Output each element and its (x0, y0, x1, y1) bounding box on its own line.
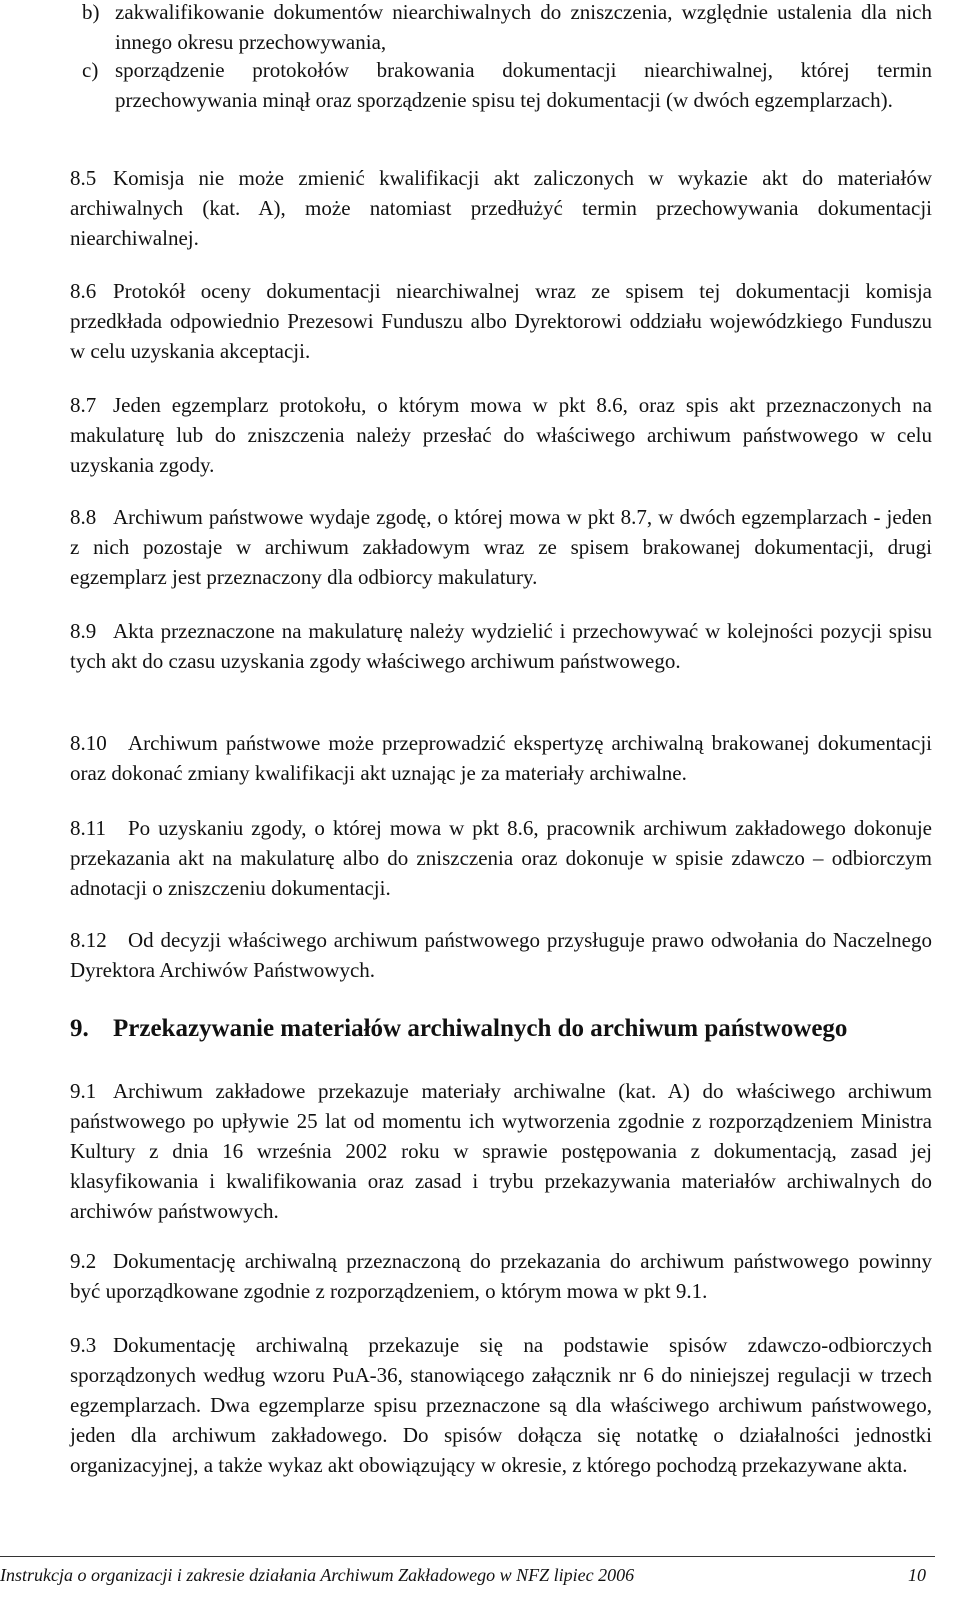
paragraph-text: Od decyzji właściwego archiwum państwowego przysługuje prawo odwołania do Naczelnego Dyrektora Archiwów Państwowych. (70, 928, 932, 982)
paragraph-8-12 (70, 925, 932, 985)
paragraph-number: 8.9 (70, 619, 97, 643)
paragraph-number: 8.11 (70, 816, 106, 840)
paragraph-number: 8.6 (70, 279, 97, 303)
paragraph-text: Dokumentację archiwalną przekazuje się na podstawie spisów zdawczo-odbiorczych sporządzonych według wzoru PuA-36, stanowiącego załącznik nr 6 do niniejszej regulacji w trzech egzemplarzach. Dwa egzemplarze spisu przeznaczone są dla właściwego archiwum państwowego, jeden dla archiwum zakładowego. Do spisów dołącza się notatkę o działalności jednostki organizacyjnej, a także wykaz akt obowiązujący w okresie, z którego pochodzą przekazywane akta. (70, 1333, 932, 1477)
section-title: Przekazywanie materiałów archiwalnych do archiwum państwowego (113, 1015, 848, 1042)
paragraph-text: Archiwum państwowe może przeprowadzić ekspertyzę archiwalną brakowanej dokumentacji oraz dokonać zmiany kwalifikacji akt uznając je za materiały archiwalne. (70, 731, 932, 785)
list-marker: b) (82, 0, 100, 24)
list-text: sporządzenie protokołów brakowania dokumentacji niearchiwalnej, której termin przechowywania minął oraz sporządzenie spisu tej dokumentacji (w dwóch egzemplarzach). (115, 58, 932, 112)
paragraph-number: 8.10 (70, 731, 107, 755)
paragraph-number: 9.1 (70, 1079, 97, 1103)
paragraph-text: Akta przeznaczone na makulaturę należy wydzielić i przechowywać w kolejności pozycji spisu tych akt do czasu uzyskania zgody właściwego archiwum państwowego. (70, 619, 932, 673)
paragraph-9-3 (70, 1330, 932, 1480)
paragraph-text: Dokumentację archiwalną przeznaczoną do przekazania do archiwum państwowego powinny być uporządkowane zgodnie z rozporządzeniem, o którym mowa w pkt 9.1. (70, 1249, 932, 1303)
paragraph-text: Protokół oceny dokumentacji niearchiwalnej wraz ze spisem tej dokumentacji komisja przedkłada odpowiednio Prezesowi Funduszu albo Dyrektorowi oddziału wojewódzkiego Funduszu w celu uzyskania akceptacji. (70, 279, 932, 363)
paragraph-number: 9.2 (70, 1249, 97, 1273)
paragraph-number: 8.12 (70, 928, 107, 952)
paragraph-text: Jeden egzemplarz protokołu, o którym mowa w pkt 8.6, oraz spis akt przeznaczonych na makulaturę lub do zniszczenia należy przesłać do właściwego archiwum państwowego w celu uzyskania zgody. (70, 393, 932, 477)
footer-title: Instrukcja o organizacji i zakresie działania Archiwum Zakładowego w NFZ lipiec 2006 (0, 1565, 635, 1585)
paragraph-text: Archiwum zakładowe przekazuje materiały archiwalne (kat. A) do właściwego archiwum państwowego po upływie 25 lat od momentu ich wytworzenia zgodnie z rozporządzeniem Ministra Kultury z dnia 16 września 2002 roku w sprawie postępowania z dokumentacją, zasad jej klasyfikowania i kwalifikowania oraz zasad i trybu przekazywania materiałów archiwalnych do archiwów państwowych. (70, 1079, 932, 1223)
list-text: zakwalifikowanie dokumentów niearchiwalnych do zniszczenia, względnie ustalenia dla nich innego okresu przechowywania, (115, 0, 932, 54)
section-number: 9. (70, 1015, 89, 1042)
paragraph-8-7 (70, 390, 932, 480)
paragraph-8-9 (70, 616, 932, 676)
list-marker: c) (82, 58, 99, 82)
paragraph-8-5 (70, 163, 932, 253)
paragraph-text: Archiwum państwowe wydaje zgodę, o której mowa w pkt 8.7, w dwóch egzemplarzach - jeden z nich pozostaje w archiwum zakładowym wraz ze spisem brakowanej dokumentacji, drugi egzemplarz jest przeznaczony dla odbiorcy makulatury. (70, 505, 932, 589)
paragraph-number: 8.5 (70, 166, 97, 190)
paragraph-number: 9.3 (70, 1333, 97, 1357)
paragraph-text: Po uzyskaniu zgody, o której mowa w pkt 8.6, pracownik archiwum zakładowego dokonuje przekazania akt na makulaturę albo do zniszczenia oraz dokonuje w spisie zdawczo – odbiorczym adnotacji o zniszczeniu dokumentacji. (70, 816, 932, 900)
paragraph-8-6 (70, 276, 932, 366)
paragraph-number: 8.8 (70, 505, 97, 529)
paragraph-9-2 (70, 1246, 932, 1306)
footer-divider (0, 1556, 935, 1557)
section-heading (70, 1012, 932, 1046)
paragraph-8-8 (70, 502, 932, 592)
paragraph-number: 8.7 (70, 393, 97, 417)
paragraph-8-11 (70, 813, 932, 903)
paragraph-text: Komisja nie może zmienić kwalifikacji akt zaliczonych w wykazie akt do materiałów archiwalnych (kat. A), może natomiast przedłużyć termin przechowywania dokumentacji niearchiwalnej. (70, 166, 932, 250)
page-number: 10 (908, 1565, 926, 1585)
paragraph-9-1 (70, 1076, 932, 1226)
paragraph-8-10 (70, 728, 932, 788)
